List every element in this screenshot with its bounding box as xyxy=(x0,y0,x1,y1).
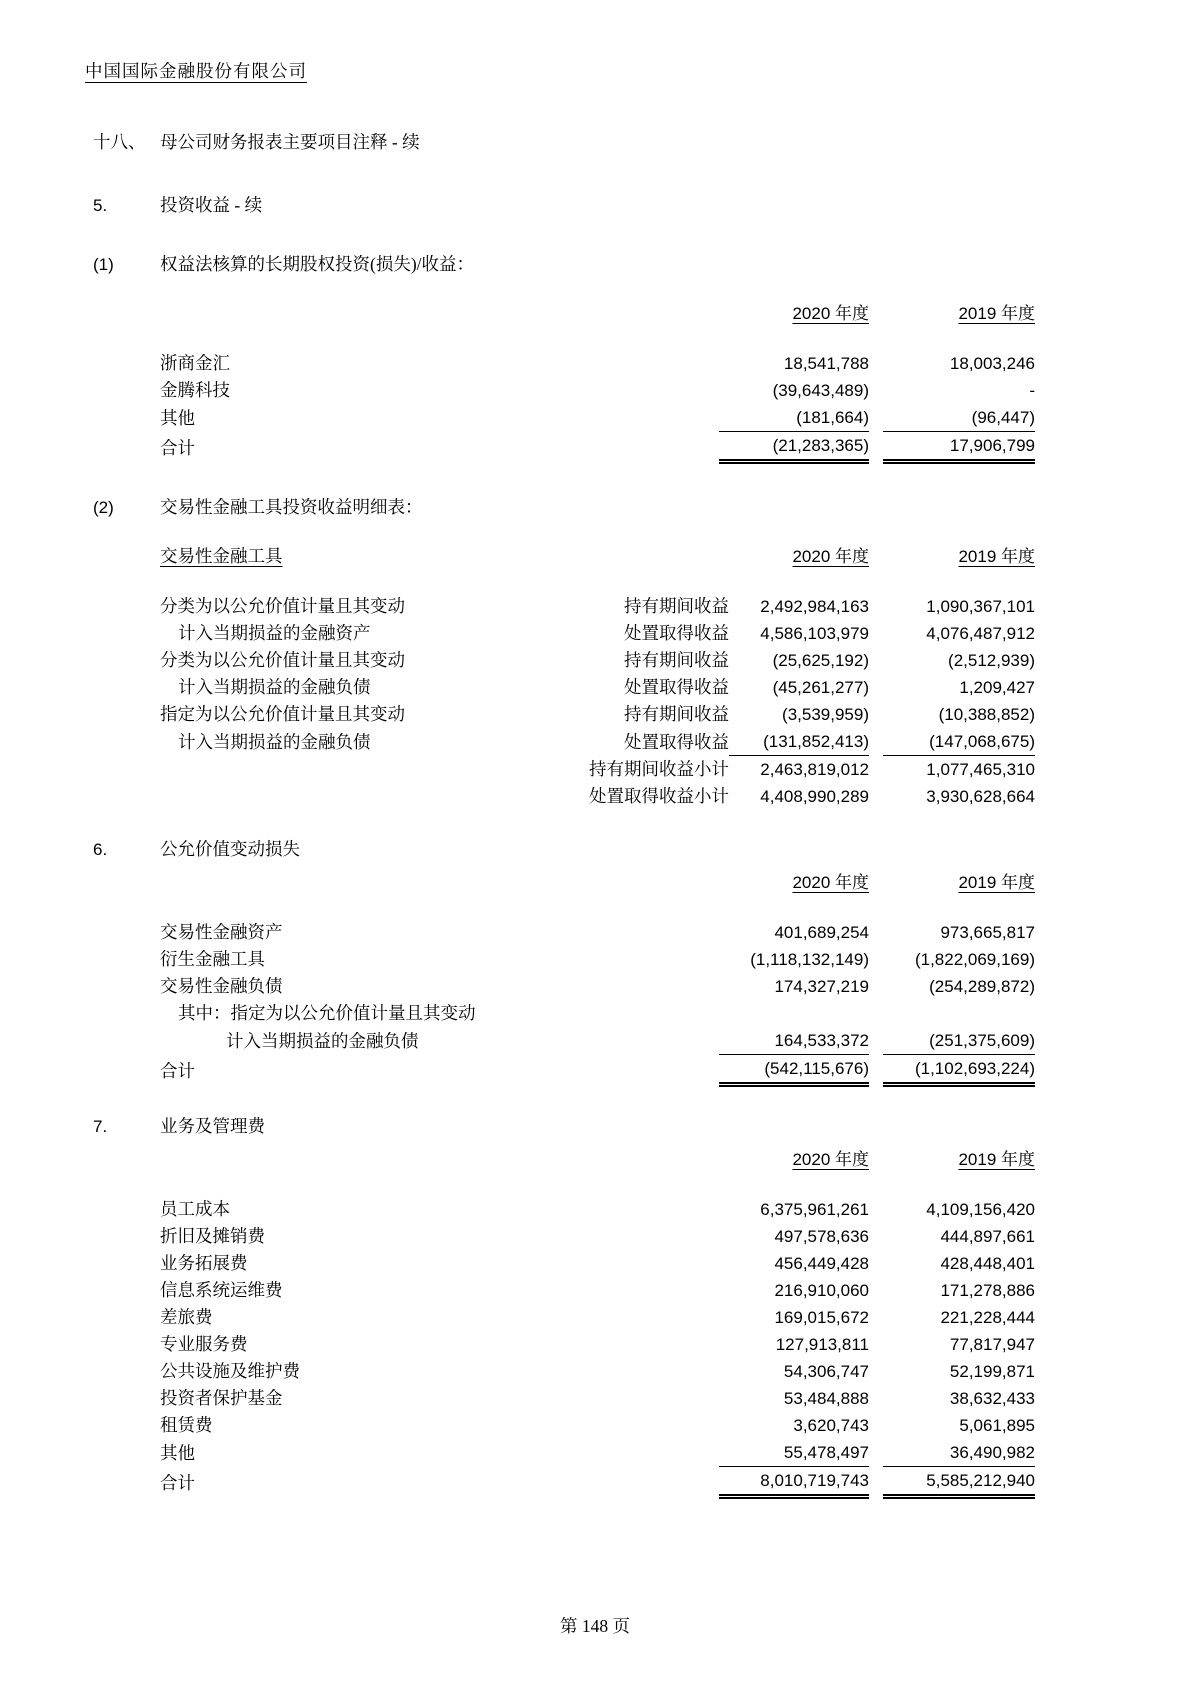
value-2020: 6,375,961,261 xyxy=(760,1200,869,1219)
value-2020: 54,306,747 xyxy=(783,1362,869,1381)
table-header-row xyxy=(160,300,1035,350)
column-gap xyxy=(869,1055,883,1085)
table-row xyxy=(160,404,1035,432)
table-row xyxy=(160,728,1035,756)
value-2019: (96,447) xyxy=(883,404,1035,432)
column-gap xyxy=(869,919,883,946)
item5-sub1-heading xyxy=(85,251,1105,276)
column-header-2019: 2019 年度 xyxy=(958,1150,1035,1169)
table-row xyxy=(160,1358,1035,1385)
column-gap xyxy=(869,1000,883,1027)
row-label: 浙商金汇 xyxy=(160,353,230,373)
row-sublabel: 处置取得收益小计 xyxy=(589,786,729,806)
column-header-2020: 2020 年度 xyxy=(792,873,869,892)
row-label: 计入当期损益的金融负债 xyxy=(226,1030,419,1051)
value-2019: 428,448,401 xyxy=(940,1254,1035,1273)
column-gap xyxy=(869,1439,883,1467)
value-2020: 8,010,719,743 xyxy=(719,1467,869,1497)
column-gap xyxy=(869,701,883,728)
chapter-heading xyxy=(85,129,1105,154)
value-2020: 127,913,811 xyxy=(775,1335,869,1354)
item5-heading xyxy=(85,192,1105,217)
table-row xyxy=(160,1385,1035,1412)
table-row xyxy=(160,593,1035,620)
row-sublabel: 处置取得收益 xyxy=(624,731,729,752)
row-sublabel: 处置取得收益 xyxy=(624,677,729,697)
value-2019: 5,585,212,940 xyxy=(883,1467,1035,1497)
column-gap xyxy=(869,1467,883,1497)
column-gap xyxy=(869,404,883,432)
row-sublabel: 持有期间收益 xyxy=(624,650,729,670)
row-sublabel: 持有期间收益 xyxy=(624,596,729,616)
column-gap xyxy=(869,350,883,377)
item5-sub1-number: (1) xyxy=(93,255,114,274)
item6-number: 6. xyxy=(93,840,108,859)
row-label: 合计 xyxy=(160,437,195,458)
row-label: 合计 xyxy=(160,1060,195,1081)
table-row xyxy=(160,1250,1035,1277)
column-gap xyxy=(869,432,883,462)
row-label: 租赁费 xyxy=(160,1415,213,1435)
table-header-row xyxy=(160,543,1035,593)
item5-sub2-title: 交易性金融工具投资收益明细表： xyxy=(160,497,423,517)
value-2020: (542,115,676) xyxy=(719,1055,869,1085)
table-row xyxy=(160,1439,1035,1467)
table-row xyxy=(160,1467,1035,1497)
column-gap xyxy=(869,1250,883,1277)
row-label xyxy=(160,756,499,784)
table-row xyxy=(160,973,1035,1000)
value-2020: 3,620,743 xyxy=(793,1416,869,1435)
row-sublabel: 处置取得收益 xyxy=(624,623,729,643)
value-2020: (1,118,132,149) xyxy=(750,950,869,969)
table-row xyxy=(160,647,1035,674)
row-label: 投资者保护基金 xyxy=(160,1388,283,1408)
column-gap xyxy=(869,1304,883,1331)
column-gap xyxy=(869,973,883,1000)
chapter-number: 十八、 xyxy=(93,132,146,152)
value-2020: 401,689,254 xyxy=(774,923,869,942)
column-header-2019: 2019 年度 xyxy=(958,547,1035,566)
row-label: 其他 xyxy=(160,1442,195,1463)
item7-number: 7. xyxy=(93,1117,108,1136)
value-2020: (3,539,959) xyxy=(782,705,869,724)
value-2019: 18,003,246 xyxy=(949,354,1035,373)
column-gap xyxy=(869,1223,883,1250)
value-2019: 4,076,487,912 xyxy=(926,624,1035,643)
value-2019: (147,068,675) xyxy=(883,728,1035,756)
table-row xyxy=(160,783,1035,810)
column-gap xyxy=(869,1331,883,1358)
table-row xyxy=(160,919,1035,946)
item5-title: 投资收益 - 续 xyxy=(160,195,263,215)
table-row xyxy=(160,350,1035,377)
column-header-2020: 2020 年度 xyxy=(792,547,869,566)
table-row xyxy=(160,701,1035,728)
column-gap xyxy=(869,728,883,756)
table-header-row xyxy=(160,869,1035,919)
value-2019: 973,665,817 xyxy=(940,923,1035,942)
value-2020: 55,478,497 xyxy=(719,1439,869,1467)
row-label xyxy=(160,783,499,810)
row-label: 计入当期损益的金融负债 xyxy=(178,731,371,752)
row-label: 差旅费 xyxy=(160,1307,213,1327)
value-2020: 174,327,219 xyxy=(774,977,869,996)
column-gap xyxy=(869,674,883,701)
value-2020: 4,408,990,289 xyxy=(760,787,869,806)
column-gap xyxy=(869,593,883,620)
table-row xyxy=(160,756,1035,784)
value-2019: (1,822,069,169) xyxy=(914,950,1035,969)
column-gap xyxy=(869,783,883,810)
row-sublabel: 持有期间收益 xyxy=(624,704,729,724)
row-label: 公共设施及维护费 xyxy=(160,1361,300,1381)
value-2019: 77,817,947 xyxy=(949,1335,1035,1354)
column-gap xyxy=(869,1412,883,1439)
value-2020: 2,492,984,163 xyxy=(760,597,869,616)
column-header-2020: 2020 年度 xyxy=(792,304,869,323)
value-2019: 36,490,982 xyxy=(883,1439,1035,1467)
value-2019: 5,061,895 xyxy=(959,1416,1035,1435)
value-2019: (251,375,609) xyxy=(883,1027,1035,1055)
row-label: 分类为以公允价值计量且其变动 xyxy=(160,596,405,616)
item7-heading xyxy=(85,1113,1105,1138)
value-2020: (21,283,365) xyxy=(719,432,869,462)
table-row xyxy=(160,1331,1035,1358)
value-2019: - xyxy=(1029,381,1035,400)
table-header-label xyxy=(160,300,719,350)
table-header-label: 交易性金融工具 xyxy=(160,546,283,566)
value-2020: (25,625,192) xyxy=(772,651,869,670)
page-number: 第 148 页 xyxy=(560,1616,630,1636)
value-2019: (254,289,872) xyxy=(929,977,1035,996)
table-row xyxy=(160,1027,1035,1055)
value-2020: 4,586,103,979 xyxy=(760,624,869,643)
table-row xyxy=(160,377,1035,404)
table-row xyxy=(160,674,1035,701)
value-2020: (39,643,489) xyxy=(772,381,869,400)
table-header-label xyxy=(160,869,719,919)
value-2019: 52,199,871 xyxy=(949,1362,1035,1381)
chapter-title: 母公司财务报表主要项目注释 - 续 xyxy=(160,132,420,152)
row-label: 金腾科技 xyxy=(160,380,230,400)
table-row xyxy=(160,1304,1035,1331)
table-row xyxy=(160,1055,1035,1085)
row-label: 折旧及摊销费 xyxy=(160,1226,265,1246)
value-2020: (45,261,277) xyxy=(772,678,869,697)
row-label: 分类为以公允价值计量且其变动 xyxy=(160,650,405,670)
item5-number: 5. xyxy=(93,196,108,215)
table-header-label xyxy=(160,1146,719,1196)
value-2019: 1,209,427 xyxy=(959,678,1035,697)
row-label: 专业服务费 xyxy=(160,1334,248,1354)
item5-sub2-number: (2) xyxy=(93,498,114,517)
column-header-2019: 2019 年度 xyxy=(958,873,1035,892)
value-2019: 4,109,156,420 xyxy=(926,1200,1035,1219)
value-2019: 221,228,444 xyxy=(940,1308,1035,1327)
column-gap xyxy=(869,756,883,784)
item5-sub1-title: 权益法核算的长期股权投资(损失)/收益： xyxy=(160,254,475,274)
row-label: 交易性金融资产 xyxy=(160,922,283,942)
table-row xyxy=(160,1196,1035,1223)
company-header xyxy=(85,58,1105,83)
item5-sub2-heading xyxy=(85,494,1105,519)
value-2019: 1,077,465,310 xyxy=(926,760,1035,779)
table-row xyxy=(160,432,1035,462)
column-gap xyxy=(869,1027,883,1055)
item6-title: 公允价值变动损失 xyxy=(160,839,300,859)
value-2020: 169,015,672 xyxy=(774,1308,869,1327)
table-row xyxy=(160,1223,1035,1250)
column-gap xyxy=(869,1196,883,1223)
row-sublabel: 持有期间收益小计 xyxy=(589,759,729,779)
value-2019: 17,906,799 xyxy=(883,432,1035,462)
column-gap xyxy=(869,946,883,973)
value-2020: 497,578,636 xyxy=(774,1227,869,1246)
value-2020: 164,533,372 xyxy=(719,1027,869,1055)
trading-financial-instruments-table xyxy=(160,543,1035,810)
column-gap xyxy=(869,1358,883,1385)
column-header-2020: 2020 年度 xyxy=(792,1150,869,1169)
column-gap xyxy=(869,647,883,674)
row-label: 信息系统运维费 xyxy=(160,1280,283,1300)
company-name: 中国国际金融股份有限公司 xyxy=(85,61,307,81)
value-2019: 1,090,367,101 xyxy=(926,597,1035,616)
column-header-2019: 2019 年度 xyxy=(958,304,1035,323)
value-2020: 456,449,428 xyxy=(774,1254,869,1273)
value-2019: 444,897,661 xyxy=(940,1227,1035,1246)
item7-title: 业务及管理费 xyxy=(160,1116,265,1136)
value-2019: 171,278,886 xyxy=(940,1281,1035,1300)
equity-method-investment-table xyxy=(160,300,1035,464)
value-2019: (1,102,693,224) xyxy=(883,1055,1035,1085)
row-label: 衍生金融工具 xyxy=(160,949,265,969)
table-row xyxy=(160,1277,1035,1304)
value-2020: 18,541,788 xyxy=(783,354,869,373)
value-2019: (10,388,852) xyxy=(938,705,1035,724)
value-2020 xyxy=(719,1000,869,1027)
column-gap xyxy=(869,1277,883,1304)
value-2020: 2,463,819,012 xyxy=(760,760,869,779)
value-2019: 3,930,628,664 xyxy=(926,787,1035,806)
row-label: 计入当期损益的金融资产 xyxy=(178,623,371,643)
table-row xyxy=(160,946,1035,973)
value-2019: (2,512,939) xyxy=(948,651,1035,670)
table-header-row xyxy=(160,1146,1035,1196)
value-2020: 216,910,060 xyxy=(774,1281,869,1300)
fair-value-change-loss-table xyxy=(160,869,1035,1087)
column-gap xyxy=(869,620,883,647)
column-gap xyxy=(869,1385,883,1412)
row-label: 员工成本 xyxy=(160,1199,230,1219)
row-label: 其中：指定为以公允价值计量且其变动 xyxy=(178,1003,476,1023)
table-row xyxy=(160,620,1035,647)
column-gap xyxy=(869,377,883,404)
operating-admin-expenses-table xyxy=(160,1146,1035,1499)
row-label: 其他 xyxy=(160,407,195,428)
row-label: 交易性金融负债 xyxy=(160,976,283,996)
row-label: 指定为以公允价值计量且其变动 xyxy=(160,704,405,724)
item6-heading xyxy=(85,836,1105,861)
value-2020: (181,664) xyxy=(719,404,869,432)
value-2019: 38,632,433 xyxy=(949,1389,1035,1408)
row-label: 计入当期损益的金融负债 xyxy=(178,677,371,697)
table-row xyxy=(160,1412,1035,1439)
value-2020: 53,484,888 xyxy=(783,1389,869,1408)
table-row xyxy=(160,1000,1035,1027)
value-2019 xyxy=(883,1000,1035,1027)
value-2020: (131,852,413) xyxy=(729,728,869,756)
row-label: 合计 xyxy=(160,1472,195,1493)
row-label: 业务拓展费 xyxy=(160,1253,248,1273)
